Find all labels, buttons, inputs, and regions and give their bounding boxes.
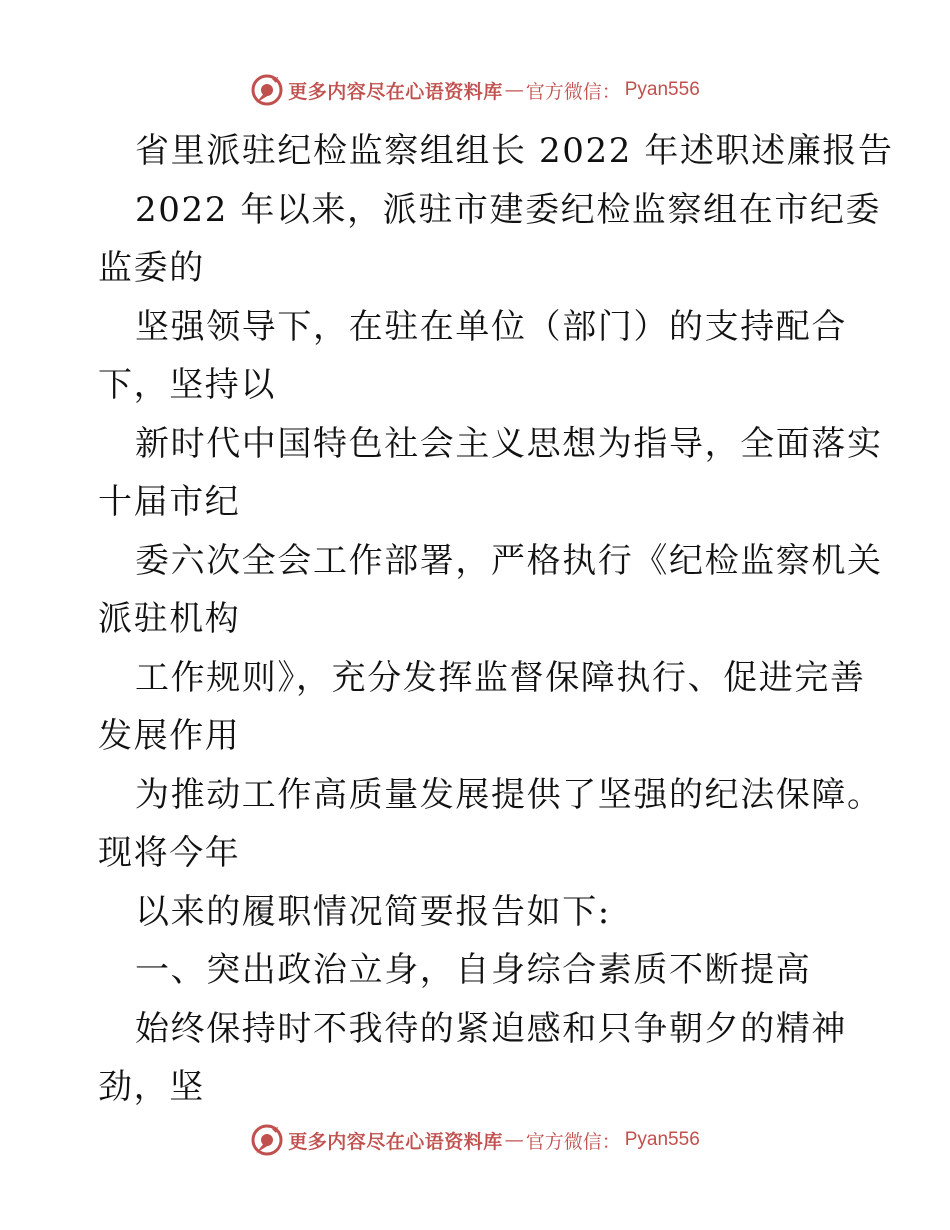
line-4: 坚强领导下，在驻在单位（部门）的支持配合 (135, 306, 847, 347)
pen-logo-icon (250, 1123, 284, 1157)
banner-wechat-label: 官方微信： (525, 1130, 621, 1153)
line-16: 始终保持时不我待的紧迫感和只争朝夕的精神 (135, 1008, 847, 1049)
banner-title: 更多内容尽在心语资料库 (288, 1130, 503, 1153)
line-8: 委六次全会工作部署，严格执行《纪检监察机关 (135, 540, 883, 581)
line-6: 新时代中国特色社会主义思想为指导，全面落实 (135, 423, 883, 464)
pen-logo-icon (250, 73, 284, 107)
line-17: 劲，坚 (98, 1067, 205, 1107)
line-10: 工作规则》，充分发挥监督保障执行、促进完善 (135, 657, 866, 698)
line-3: 监委的 (98, 248, 205, 288)
line-2: 2022 年以来，派驻市建委纪检监察组在市纪委 (135, 189, 882, 230)
line-5: 下，坚持以 (98, 365, 276, 405)
line-14: 以来的履职情况简要报告如下: (135, 891, 611, 932)
banner-dash: — (504, 1129, 524, 1151)
footer-banner (0, 1120, 950, 1160)
line-1: 省里派驻纪检监察组组长 2022 年述职述廉报告 (135, 131, 894, 171)
banner-wechat-label: 官方微信： (525, 80, 621, 103)
banner-dash: — (504, 79, 524, 101)
line-12: 为推动工作高质量发展提供了坚强的纪法保障。 (135, 774, 883, 815)
banner-wechat-id: Pyan556 (624, 79, 700, 100)
line-9: 派驻机构 (98, 599, 241, 639)
header-banner (0, 70, 950, 110)
line-7: 十届市纪 (98, 482, 241, 522)
line-13: 现将今年 (98, 833, 241, 873)
document-body (98, 122, 898, 1117)
banner-wechat-id: Pyan556 (624, 1129, 700, 1150)
banner-title: 更多内容尽在心语资料库 (288, 80, 503, 103)
section-heading-1: 一、突出政治立身，自身综合素质不断提高 (135, 950, 812, 990)
line-11: 发展作用 (98, 716, 241, 756)
